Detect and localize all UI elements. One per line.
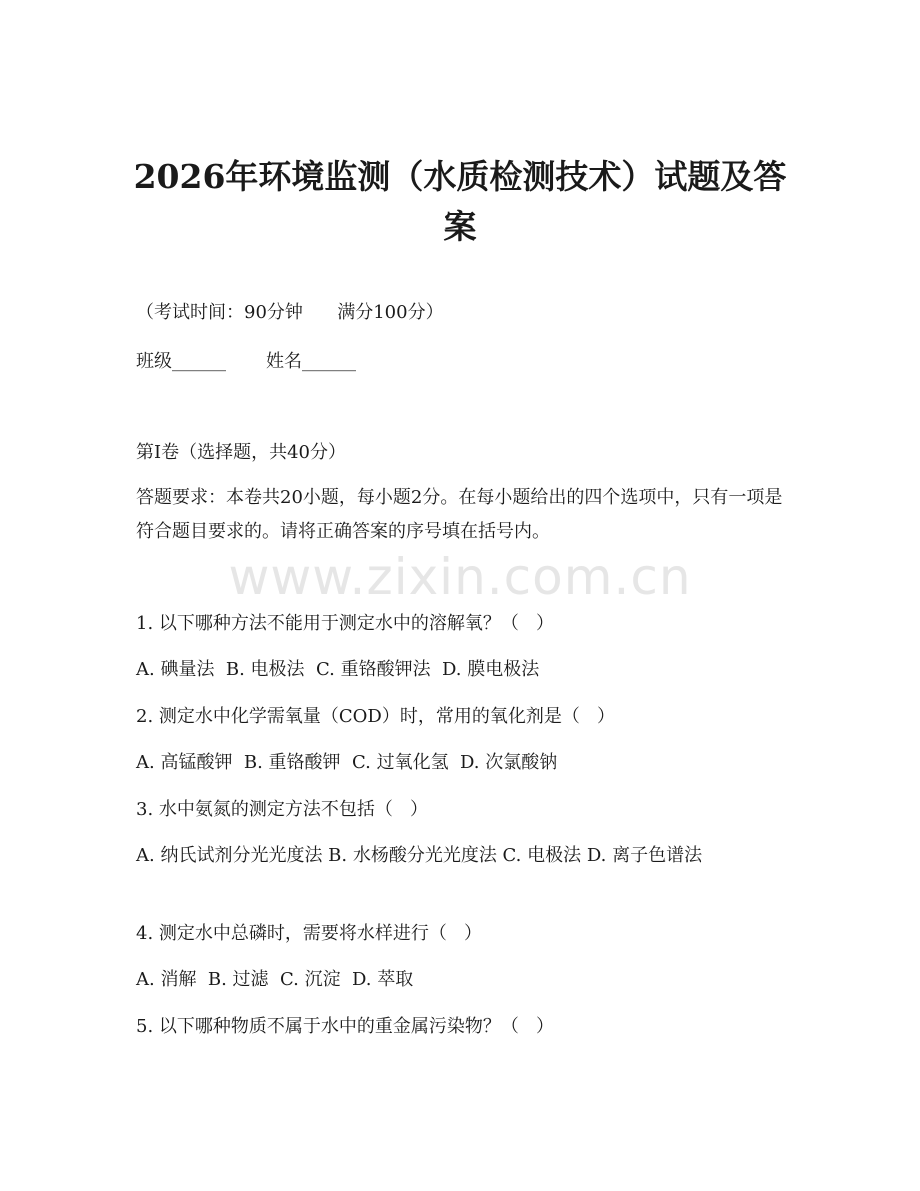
question-stem: 5. 以下哪种物质不属于水中的重金属污染物？（ ） — [136, 1016, 555, 1037]
question-options: A. 碘量法 B. 电极法 C. 重铬酸钾法 D. 膜电极法 — [136, 659, 540, 680]
class-name-line: 班级______ 姓名______ — [136, 351, 357, 372]
question-stem: 3. 水中氨氮的测定方法不包括（ ） — [136, 799, 429, 820]
section-heading: 第I卷（选择题，共40分） — [136, 442, 347, 463]
document-title: 2026年环境监测（水质检测技术）试题及答案 — [133, 157, 787, 246]
question-options: A. 高锰酸钾 B. 重铬酸钾 C. 过氧化氢 D. 次氯酸钠 — [136, 752, 558, 773]
question-stem: 1. 以下哪种方法不能用于测定水中的溶解氧？（ ） — [136, 613, 555, 634]
question-options: A. 消解 B. 过滤 C. 沉淀 D. 萃取 — [136, 969, 414, 990]
watermark: www.zixin.com.cn — [228, 548, 692, 606]
instructions: 答题要求：本卷共20小题，每小题2分。在每小题给出的四个选项中，只有一项是符合题目要求的。请将正确答案的序号填在括号内。 — [136, 487, 783, 542]
question-stem: 4. 测定水中总磷时，需要将水样进行（ ） — [136, 923, 483, 944]
question-options: A. 纳氏试剂分光光度法 B. 水杨酸分光光度法 C. 电极法 D. 离子色谱法 — [136, 845, 703, 866]
question-stem: 2. 测定水中化学需氧量（COD）时，常用的氧化剂是（ ） — [136, 706, 616, 727]
exam-info: （考试时间：90分钟 满分100分） — [136, 302, 444, 323]
